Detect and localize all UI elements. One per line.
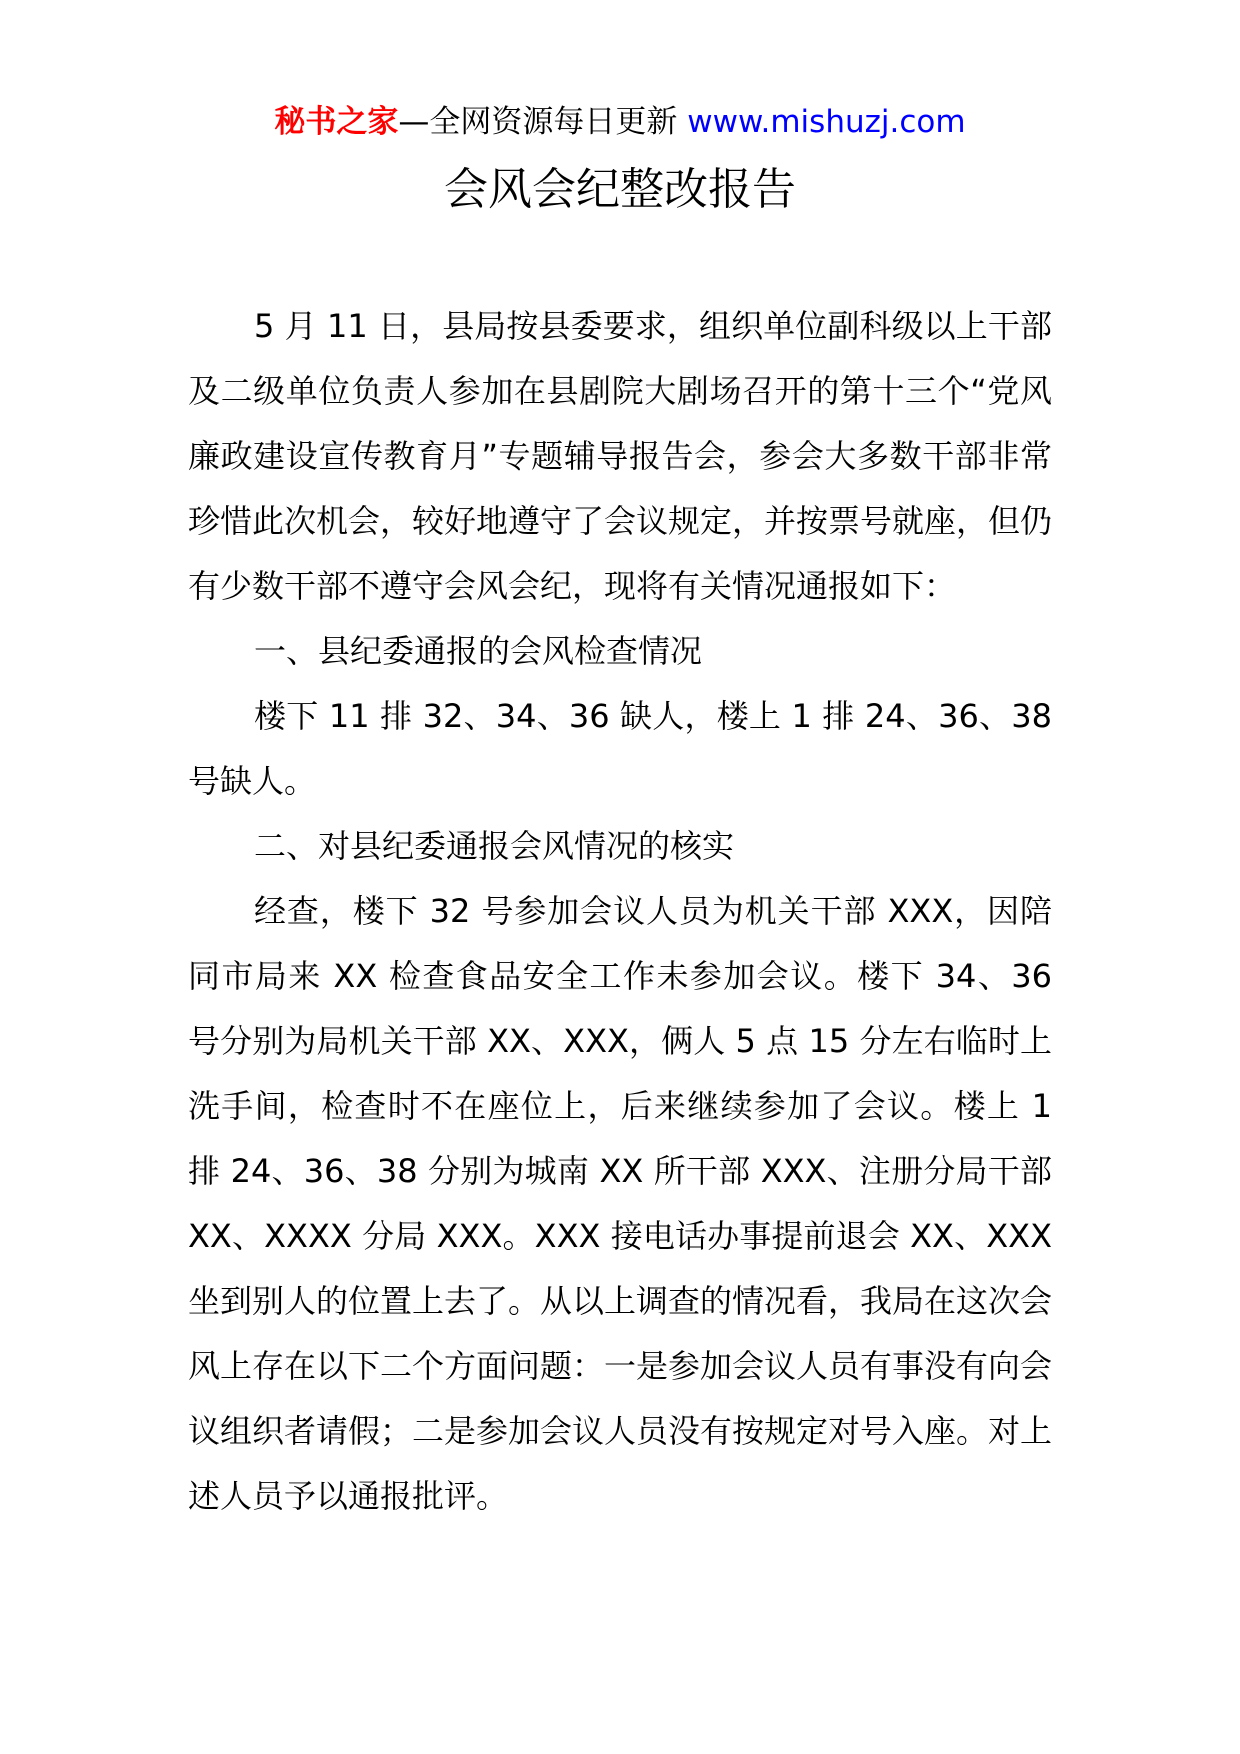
document-body <box>188 294 1052 1529</box>
intro-paragraph: 5 月 11 日，县局按县委要求，组织单位副科级以上干部及二级单位负责人参加在县剧院大剧场召开的第十三个“党风廉政建设宣传教育月”专题辅导报告会，参会大多数干部非常珍惜此次机会，较好地遵守了会议规定，并按票号就座，但仍有少数干部不遵守会风会纪，现将有关情况通报如下： <box>188 307 1053 605</box>
site-brand: 秘书之家 <box>274 104 399 140</box>
site-url-link[interactable]: www.mishuzj.com <box>687 104 966 140</box>
section-heading-1: 一、县纪委通报的会风检查情况 <box>254 632 703 670</box>
section-heading-2: 二、对县纪委通报会风情况的核实 <box>254 827 735 865</box>
section-1-paragraph: 楼下 11 排 32、34、36 缺人，楼上 1 排 24、36、38 号缺人。 <box>188 697 1052 800</box>
site-tagline: —全网资源每日更新 <box>398 104 678 140</box>
document-title: 会风会纪整改报告 <box>444 164 796 215</box>
site-banner <box>0 102 1240 142</box>
section-2-paragraph: 经查，楼下 32 号参加会议人员为机关干部 XXX，因陪同市局来 XX 检查食品安全工作未参加会议。楼下 34、36 号分别为局机关干部 XX、XXX，俩人 5 点 15 分左右临时上洗手间，检查时不在座位上，后来继续参加了会议。楼上 1 排 24、36、38 分别为城南 XX 所干部 XXX、注册分局干部 XX、XXXX 分局 XXX。XXX 接电话办事提前退会 XX、XXX 坐到别人的位置上去了。从以上调查的情况看，我局在这次会风上存在以下二个方面问题：一是参加会议人员有事没有向会议组织者请假；二是参加会议人员没有按规定对号入座。对上述人员予以通报批评。 <box>188 892 1053 1515</box>
